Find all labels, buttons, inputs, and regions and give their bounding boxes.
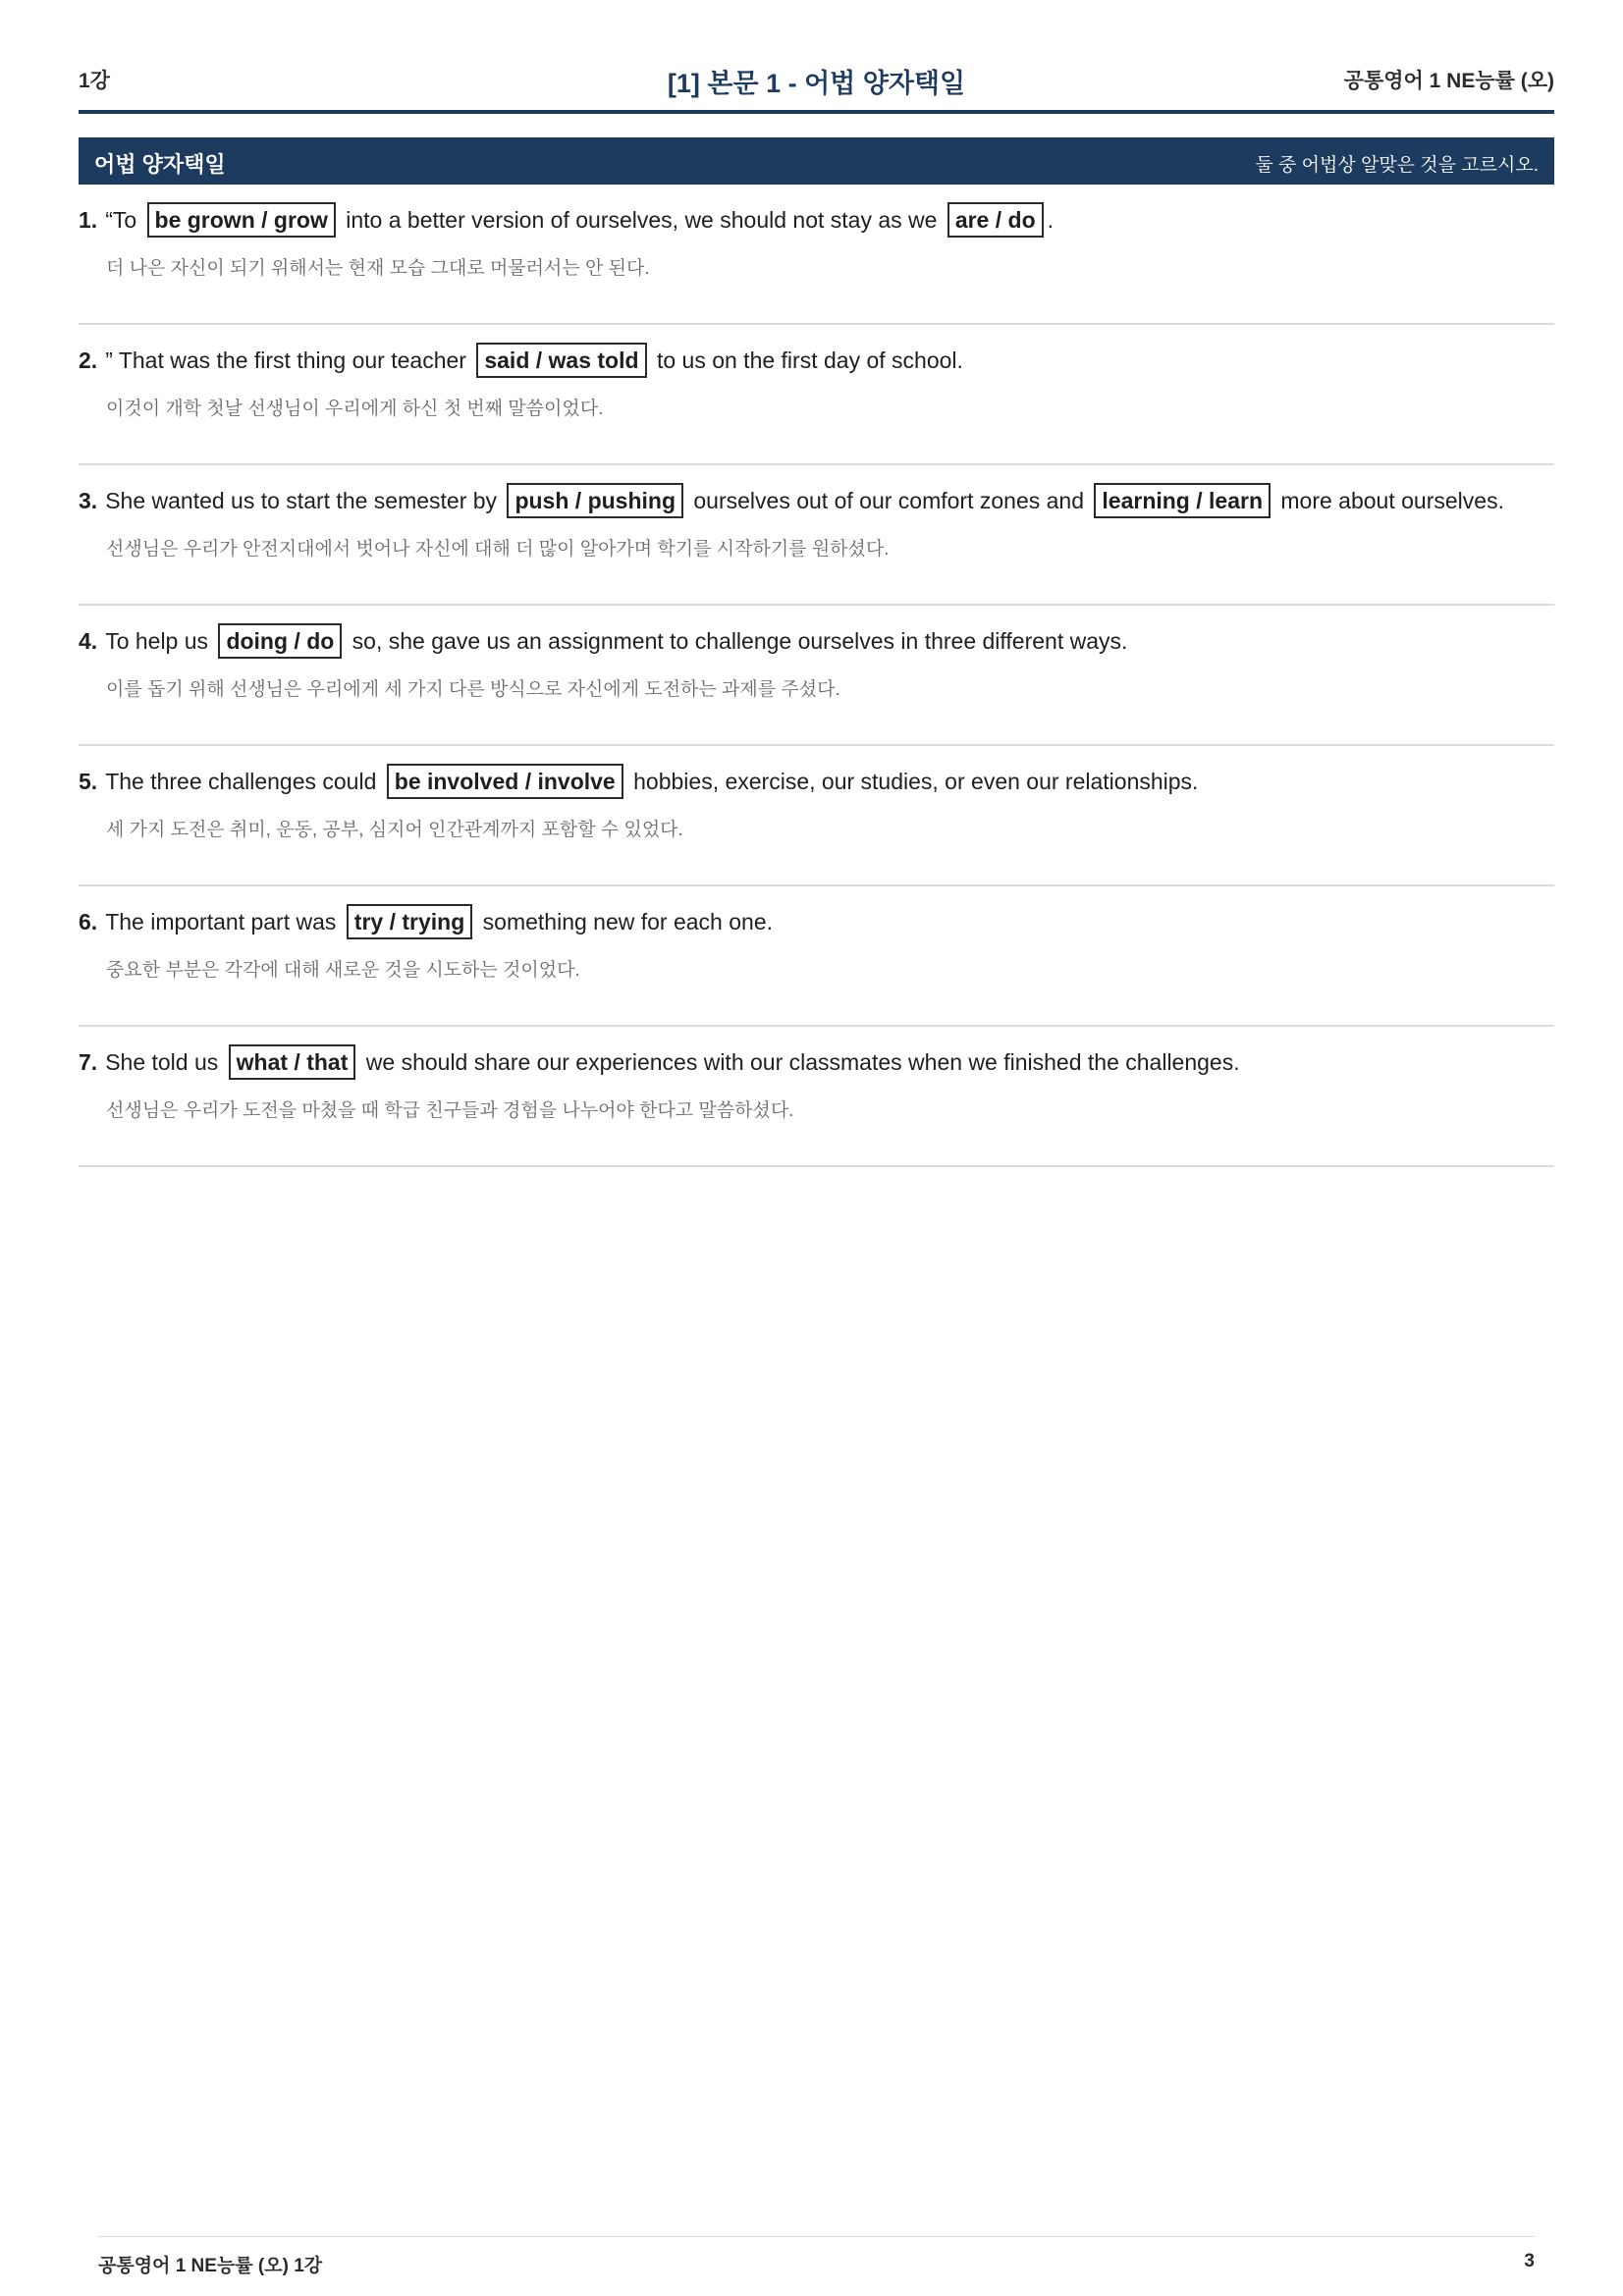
choice-box[interactable]: what / that xyxy=(229,1044,356,1080)
sentence-text: She wanted us to start the semester by xyxy=(105,488,504,513)
page-number: 3 xyxy=(1524,2251,1535,2271)
page-footer xyxy=(98,2236,1535,2276)
sentence-text: To help us xyxy=(105,628,215,654)
choice-box[interactable]: are / do xyxy=(947,202,1044,238)
sentence-text: hobbies, exercise, our studies, or even our relationships. xyxy=(626,769,1199,794)
translation-text: 이것이 개학 첫날 선생님이 우리에게 하신 첫 번째 말씀이었다. xyxy=(106,399,604,419)
textbook-label: 공통영어 1 NE능률 (오) xyxy=(1343,70,1554,92)
question-item xyxy=(79,185,1554,325)
choice-box[interactable]: be grown / grow xyxy=(147,202,336,238)
question-item xyxy=(79,1027,1554,1167)
question-number: 1. xyxy=(79,207,98,233)
sentence-text: The three challenges could xyxy=(105,769,383,794)
sentence-text: into a better version of ourselves, we should not stay as we xyxy=(339,207,944,233)
section-instruction: 둘 중 어법상 알맞은 것을 고르시오. xyxy=(1255,155,1539,176)
question-number: 3. xyxy=(79,488,98,513)
question-number: 6. xyxy=(79,909,98,934)
question-item xyxy=(79,746,1554,886)
question-number: 5. xyxy=(79,769,98,794)
sentence-text: we should share our experiences with our classmates when we finished the challenges. xyxy=(359,1049,1240,1075)
choice-box[interactable]: learning / learn xyxy=(1094,483,1271,518)
section-title: 어법 양자택일 xyxy=(94,152,226,177)
question-item xyxy=(79,325,1554,465)
question-sentence xyxy=(79,623,1127,659)
question-list xyxy=(79,185,1554,1167)
translation-text: 이를 돕기 위해 선생님은 우리에게 세 가지 다른 방식으로 자신에게 도전하는 과제를 주셨다. xyxy=(106,679,840,700)
sentence-text: The important part was xyxy=(105,909,343,934)
sentence-text: “To xyxy=(105,207,143,233)
question-sentence xyxy=(79,904,773,939)
translation-text: 중요한 부분은 각각에 대해 새로운 것을 시도하는 것이었다. xyxy=(106,960,580,981)
translation-text: 선생님은 우리가 안전지대에서 벗어나 자신에 대해 더 많이 알아가며 학기를 시작하기를 원하셨다. xyxy=(106,539,890,560)
question-sentence xyxy=(79,343,963,378)
sentence-text: She told us xyxy=(105,1049,225,1075)
sentence-text: to us on the first day of school. xyxy=(650,347,963,373)
question-item xyxy=(79,886,1554,1027)
choice-box[interactable]: push / pushing xyxy=(507,483,683,518)
sentence-text: ” That was the first thing our teacher xyxy=(105,347,473,373)
choice-box[interactable]: said / was told xyxy=(476,343,646,378)
sentence-text: something new for each one. xyxy=(476,909,774,934)
translation-text: 세 가지 도전은 취미, 운동, 공부, 심지어 인간관계까지 포함할 수 있었다. xyxy=(106,820,683,840)
question-number: 7. xyxy=(79,1049,98,1075)
sentence-text: so, she gave us an assignment to challenge ourselves in three different ways. xyxy=(346,628,1128,654)
question-number: 4. xyxy=(79,628,98,654)
question-item xyxy=(79,606,1554,746)
choice-box[interactable]: try / trying xyxy=(347,904,472,939)
choice-box[interactable]: doing / do xyxy=(218,623,342,659)
question-item xyxy=(79,465,1554,606)
sentence-text: ourselves out of our comfort zones and xyxy=(687,488,1091,513)
translation-text: 선생님은 우리가 도전을 마쳤을 때 학급 친구들과 경험을 나누어야 한다고 말씀하셨다. xyxy=(106,1100,794,1121)
choice-box[interactable]: be involved / involve xyxy=(387,764,623,799)
page-header xyxy=(79,59,1554,114)
question-number: 2. xyxy=(79,347,98,373)
question-sentence xyxy=(79,764,1198,799)
footer-label: 공통영어 1 NE능률 (오) 1강 xyxy=(98,2256,323,2276)
page-title: [1] 본문 1 - 어법 양자택일 xyxy=(667,69,966,98)
question-sentence xyxy=(79,1044,1240,1080)
sentence-text: more about ourselves. xyxy=(1274,488,1504,513)
translation-text: 더 나은 자신이 되기 위해서는 현재 모습 그대로 머물러서는 안 된다. xyxy=(106,258,650,279)
question-sentence xyxy=(79,202,1054,238)
question-sentence xyxy=(79,483,1504,518)
section-bar xyxy=(79,137,1554,185)
sentence-text: . xyxy=(1047,207,1055,233)
lesson-label: 1강 xyxy=(79,70,110,92)
